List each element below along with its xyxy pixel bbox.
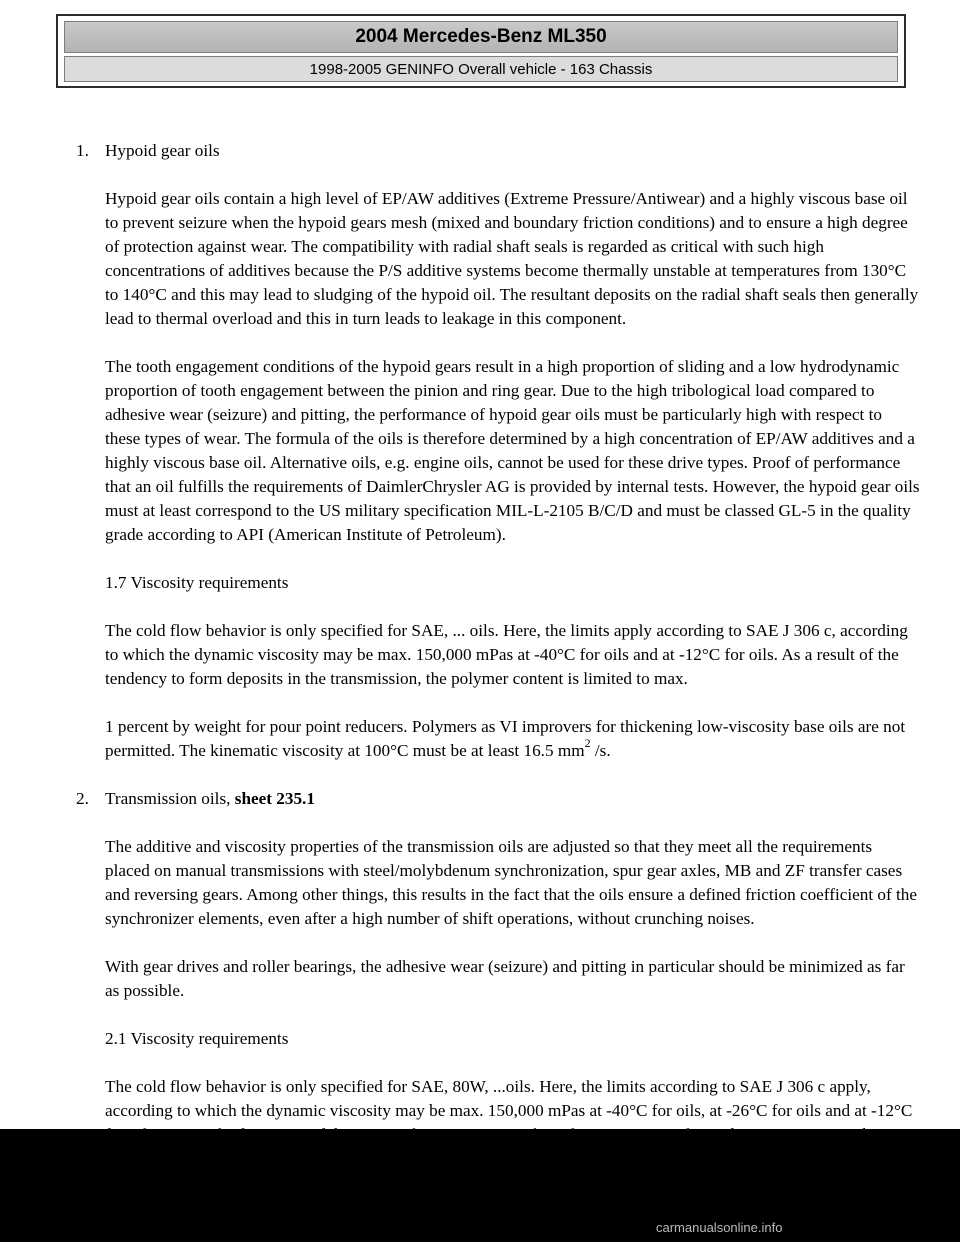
section-heading-text: Transmission oils, <box>105 789 235 808</box>
paragraph: The tooth engagement conditions of the hypoid gears result in a high proportion of sliding and a low hydrodynamic proportion of tooth engagement between the pinion and ring gear. Due to the high tribological load compared to adhesive wear (seizure) and pitting, the performance of hypoid gear oils must be particularly high with respect to these types of wear. The formula of the oils is therefore determined by a high concentration of EP/AW additives and a highly viscous base oil. Alternative oils, e.g. engine oils, cannot be used for these drive types. Proof of performance that an oil fulfills the requirements of DaimlerChrysler AG is provided by internal tests. However, the hypoid gear oils must at least correspond to the US military specification MIL-L-2105 B/C/D and must be classed GL-5 in the quality grade according to API (American Institute of Petroleum). <box>105 357 920 544</box>
paragraph-kinematic-viscosity <box>105 715 920 763</box>
paragraph-text-end: /s. <box>590 741 611 760</box>
section-transmission-oils <box>0 787 960 1171</box>
sheet-reference: sheet 235.1 <box>234 789 315 808</box>
paragraph: The cold flow behavior is only specified for SAE, ... oils. Here, the limits apply according to SAE J 306 c, according to which the dynamic viscosity may be max. 150,000 mPas at -40°C for oils and at -12°C for oils. As a result of the tendency to form deposits in the transmission, the polymer content is limited to max. <box>105 621 908 688</box>
paragraph: The cold flow behavior is only specified for SAE, 80W, ...oils. Here, the limits according to SAE J 306 c apply, according to which the dynamic viscosity may be max. 150,000 mPas at -40°C for oils, at -26°C for oils and at -12°C <box>105 1077 913 1120</box>
subheading-viscosity: 1.7 Viscosity requirements <box>105 573 289 592</box>
section-heading <box>105 787 920 811</box>
subheading-viscosity: 2.1 Viscosity requirements <box>105 1029 289 1048</box>
document-subtitle: 1998-2005 GENINFO Overall vehicle - 163 Chassis <box>64 56 898 82</box>
paragraph: With gear drives and roller bearings, the adhesive wear (seizure) and pitting in particular should be minimized as far as possible. <box>105 957 905 1000</box>
paragraph: Hypoid gear oils contain a high level of EP/AW additives (Extreme Pressure/Antiwear) and a highly viscous base oil to prevent seizure when the hypoid gears mesh (mixed and boundary friction conditions) and to ensure a high degree of protection against wear. The compatibility with radial shaft seals is regarded as critical with such high concentrations of additives because the P/S additive systems become thermally unstable at temperatures from 130°C to 140°C and this may lead to sludging of the hypoid oil. The resultant deposits on the radial shaft seals then generally lead to thermal overload and this in turn leads to leakage in this component. <box>105 189 919 328</box>
superscript: 2 <box>584 736 591 751</box>
paragraph: The additive and viscosity properties of the transmission oils are adjusted so that they meet all the requirements placed on manual transmissions with steel/molybdenum synchronization, spur gear axles, MB and ZF transfer cases and reversing gears. Among other things, this results in the fact that the oils ensure a defined friction coefficient of the synchronizer elements, even after a high number of shift operations, without crunching noises. <box>105 837 918 928</box>
page-footer-band <box>0 1129 960 1242</box>
section-number: 2. <box>76 789 89 808</box>
watermark: carmanualsonline.info <box>656 1220 783 1235</box>
page-header <box>56 14 906 88</box>
section-hypoid-gear-oils <box>0 139 960 763</box>
paragraph-text: 1 percent by weight for pour point reducers. Polymers as VI improvers for thickening low-viscosity base oils are not permitted. The kinematic viscosity at 100°C must be at least 16.5 mm <box>105 717 906 760</box>
document-body <box>0 139 960 1171</box>
section-number: 1. <box>76 141 89 160</box>
section-heading: Hypoid gear oils <box>105 141 220 160</box>
document-title: 2004 Mercedes-Benz ML350 <box>64 21 898 53</box>
